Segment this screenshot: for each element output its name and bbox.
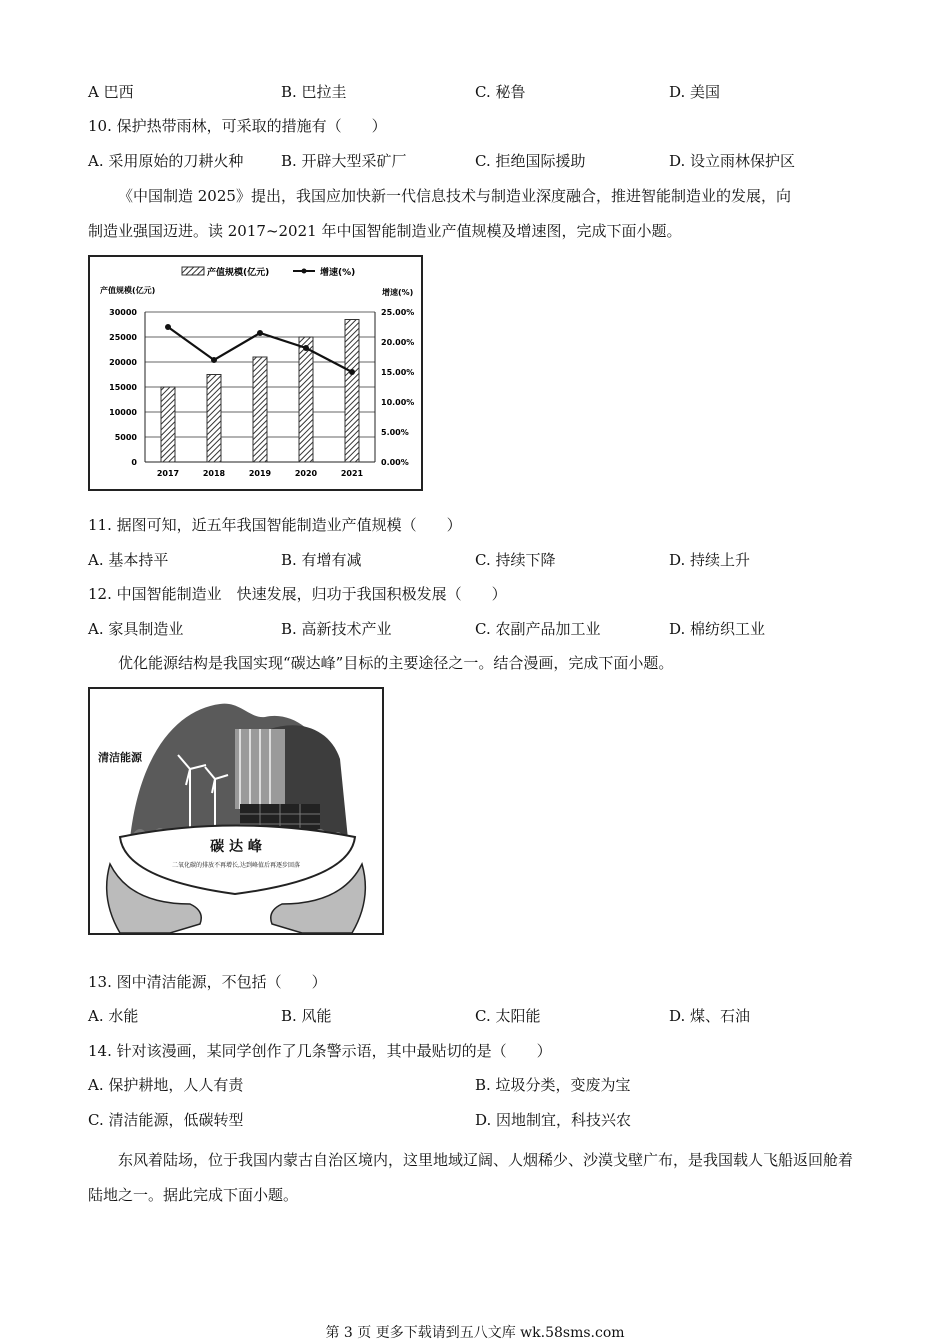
- q13-option-b: B. 风能: [281, 1007, 332, 1025]
- bowl-shape: [120, 826, 355, 895]
- y-left-tick-label: 30000: [109, 308, 137, 317]
- x-tick-label: 2017: [156, 469, 180, 478]
- q11-option-d: D. 持续上升: [669, 551, 751, 569]
- q9-option-c: C. 秘鲁: [475, 83, 526, 101]
- intro-manufacturing-line2: 制造业强国迈进。读 2017~2021 年中国智能制造业产值规模及增速图，完成下面小题。: [88, 222, 682, 240]
- carbon-peak-cartoon: [88, 687, 384, 935]
- q12-option-c: C. 农副产品加工业: [475, 620, 601, 638]
- q12-option-d: D. 棉纺织工业: [669, 620, 766, 638]
- q13-option-c: C. 太阳能: [475, 1007, 541, 1025]
- growth-point-2017: [165, 324, 171, 330]
- q9-option-b: B. 巴拉圭: [281, 83, 347, 101]
- q14-stem: 14. 针对该漫画，某同学创作了几条警示语，其中最贴切的是（ ）: [88, 1042, 552, 1060]
- page-footer: 第 3 页 更多下载请到五八文库 wk.58sms.com: [325, 1325, 625, 1341]
- x-tick-label: 2018: [202, 469, 226, 478]
- legend-line-marker: [302, 269, 307, 274]
- bar-2017: [161, 387, 175, 462]
- intro-manufacturing-line1: 《中国制造 2025》提出，我国应加快新一代信息技术与制造业深度融合，推进智能制造业的发展，向: [118, 187, 791, 205]
- growth-point-2018: [211, 357, 217, 363]
- q13-stem: 13. 图中清洁能源，不包括（ ）: [88, 973, 327, 991]
- x-tick-label: 2020: [294, 469, 318, 478]
- intro-landing: 东风着陆场，位于我国内蒙古自治区境内，这里地域辽阔、人烟稀少、沙漠戈壁广布，是我国载人飞船返回舱着陆地之一。据此完成下面小题。: [88, 1151, 854, 1204]
- q14-option-a: A. 保护耕地，人人有责: [88, 1076, 244, 1094]
- bar-2019: [253, 357, 267, 462]
- y-right-tick-label: 15.00%: [381, 368, 415, 377]
- cartoon-clean-energy-label: 清洁能源: [98, 751, 142, 764]
- x-tick-label: 2021: [340, 469, 364, 478]
- y-left-tick-label: 0: [131, 458, 137, 467]
- y-left-tick-label: 10000: [109, 408, 137, 417]
- cartoon-carbon-peak-label: 碳 达 峰: [210, 839, 262, 855]
- q10-option-c: C. 拒绝国际援助: [475, 152, 586, 170]
- q11-option-c: C. 持续下降: [475, 551, 556, 569]
- y-left-tick-label: 15000: [109, 383, 137, 392]
- cartoon-small-caption: 二氧化碳的排放不再增长,达到峰值后再逐步回落: [172, 862, 300, 869]
- q12-stem: 12. 中国智能制造业 快速发展，归功于我国积极发展（ ）: [88, 585, 507, 603]
- q10-option-d: D. 设立雨林保护区: [669, 152, 796, 170]
- q11-option-a: A. 基本持平: [88, 551, 169, 569]
- y-right-tick-label: 25.00%: [381, 308, 415, 317]
- q13-option-a: A. 水能: [88, 1007, 139, 1025]
- legend-line-label: 增速(%): [320, 268, 356, 278]
- bar-2021: [345, 320, 359, 463]
- y-axis-right-title: 增速(%): [382, 288, 414, 297]
- growth-point-2019: [257, 330, 263, 336]
- q10-stem: 10. 保护热带雨林，可采取的措施有（ ）: [88, 117, 387, 135]
- manufacturing-chart: [88, 255, 423, 491]
- y-left-tick-label: 5000: [114, 433, 137, 442]
- bar-2018: [207, 375, 221, 463]
- bar-2020: [299, 337, 313, 462]
- q11-option-b: B. 有增有减: [281, 551, 362, 569]
- q12-option-b: B. 高新技术产业: [281, 620, 392, 638]
- q9-option-a: A 巴西: [88, 83, 134, 101]
- q14-option-c: C. 清洁能源，低碳转型: [88, 1111, 244, 1129]
- q9-option-d: D. 美国: [669, 83, 721, 101]
- intro-energy: 优化能源结构是我国实现“碳达峰”目标的主要途径之一。结合漫画，完成下面小题。: [118, 654, 674, 672]
- legend-bar-swatch: [182, 267, 204, 275]
- q13-option-d: D. 煤、石油: [669, 1007, 751, 1025]
- manufacturing-chart-svg: [90, 257, 421, 489]
- y-axis-left-title: 产值规模(亿元): [100, 286, 156, 295]
- y-right-tick-label: 5.00%: [381, 428, 409, 437]
- q11-stem: 11. 据图可知，近五年我国智能制造业产值规模（ ）: [88, 516, 462, 534]
- q12-option-a: A. 家具制造业: [88, 620, 184, 638]
- y-right-tick-label: 10.00%: [381, 398, 415, 407]
- cartoon-illustration: [90, 689, 382, 933]
- y-right-tick-label: 0.00%: [381, 458, 409, 467]
- q10-option-b: B. 开辟大型采矿厂: [281, 152, 407, 170]
- q14-option-b: B. 垃圾分类，变废为宝: [475, 1076, 631, 1094]
- q14-option-d: D. 因地制宜，科技兴农: [475, 1111, 632, 1129]
- growth-point-2021: [349, 369, 355, 375]
- q10-option-a: A. 采用原始的刀耕火种: [88, 152, 244, 170]
- y-left-tick-label: 25000: [109, 333, 137, 342]
- x-tick-label: 2019: [248, 469, 272, 478]
- growth-point-2020: [303, 345, 309, 351]
- y-left-tick-label: 20000: [109, 358, 137, 367]
- y-right-tick-label: 20.00%: [381, 338, 415, 347]
- legend-bar-label: 产值规模(亿元): [207, 268, 270, 278]
